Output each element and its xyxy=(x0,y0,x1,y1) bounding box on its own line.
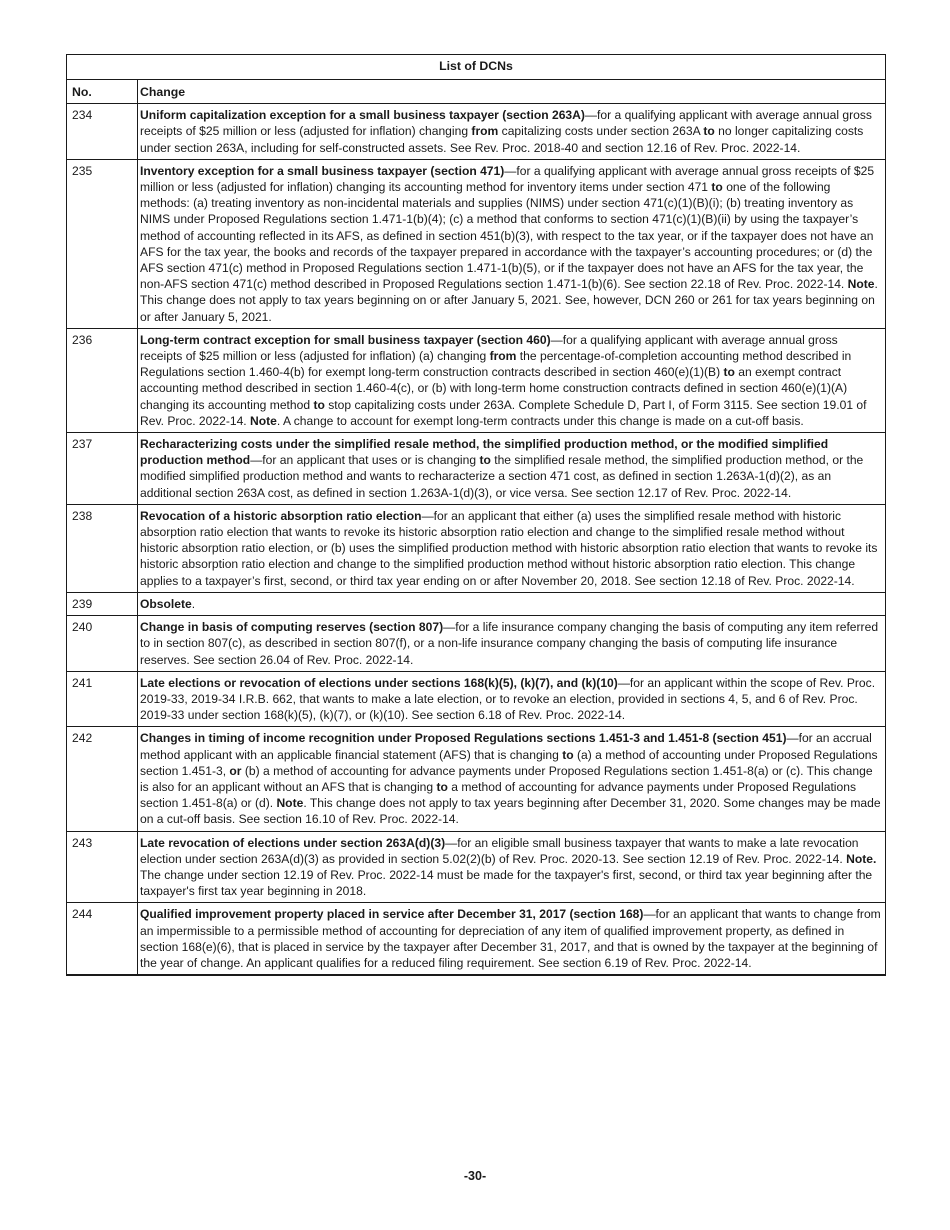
table-row xyxy=(67,831,886,903)
change-bold-text: from xyxy=(471,124,499,139)
change-text: a method of accounting for advance payments under Proposed Regulations section 1.451-8(a) or (d). xyxy=(140,779,856,811)
change-bold-text: to xyxy=(313,397,325,412)
change-text: the percentage-of-completion accounting method described in Regulations section 1.460-4(b) for exempt long-term construction contracts described in section 460(e)(1)(B) xyxy=(140,349,852,380)
table-header-row xyxy=(67,80,886,104)
change-text: —for a qualifying applicant with average annual gross receipts of $25 million or less (adjusted for inflation) changing its accounting method for inventory items under section 471 xyxy=(140,163,875,195)
dcn-change-description xyxy=(138,903,886,975)
table-row xyxy=(67,504,886,592)
table-row xyxy=(67,592,886,615)
dcn-number: 241 xyxy=(67,671,138,727)
change-bold-text: Late elections or revocation of elections under sections 168(k)(5), (k)(7), and (k)(10) xyxy=(140,675,618,690)
column-header-no: No. xyxy=(67,80,138,104)
change-bold-text: Long-term contract exception for small business taxpayer (section 460) xyxy=(140,332,551,347)
change-bold-text: Qualified improvement property placed in service after December 31, 2017 (section 168) xyxy=(140,907,644,922)
table-body xyxy=(67,104,886,975)
change-text: —for an applicant that either (a) uses the simplified resale method with historic absorption ratio election that wants to revoke its historic absorption ratio election and change to the simplified resale method without historic absorption ratio election, or (b) uses the simplified production method with historic absorption ratio election that wants to revoke its historic absorption ratio election and change to the simplified production method without historic absorption ratio election. This change applies to a taxpayer’s first, second, or third tax year ending on or after November 20, 2018. See section 12.18 of Rev. Proc. 2022-14. xyxy=(140,508,878,588)
change-text: . A change to account for exempt long-term contracts under this change is made on a cut-off basis. xyxy=(276,413,804,428)
dcn-change-description xyxy=(138,433,886,505)
dcn-number: 236 xyxy=(67,328,138,432)
change-text: (a) a method of accounting under Proposed Regulations section 1.451-3, xyxy=(140,747,878,778)
change-bold-text: from xyxy=(489,349,517,364)
change-bold-text: Changes in timing of income recognition under Proposed Regulations sections 1.451-3 and 1.451-8 (section 451) xyxy=(140,731,787,746)
change-text: —for an applicant that uses or is changing xyxy=(250,453,480,468)
change-bold-text: Note xyxy=(250,413,277,428)
change-bold-text: or xyxy=(229,763,242,778)
dcn-document xyxy=(66,54,885,976)
change-bold-text: to xyxy=(436,779,448,794)
change-bold-text: Obsolete xyxy=(140,596,192,611)
change-text: no longer capitalizing costs under section 263A, including for self-constructed assets. See Rev. Proc. 2018-40 and section 12.16 of Rev. Proc. 2022-14. xyxy=(140,124,864,155)
dcn-change-description xyxy=(138,671,886,727)
dcn-number: 238 xyxy=(67,504,138,592)
dcn-number: 239 xyxy=(67,592,138,615)
change-text: —for a qualifying applicant with average annual gross receipts of $25 million or less (adjusted for inflation) changing xyxy=(140,108,872,139)
change-bold-text: Uniform capitalization exception for a small business taxpayer (section 263A) xyxy=(140,108,585,123)
column-header-change: Change xyxy=(138,80,886,104)
change-text: capitalizing costs under section 263A xyxy=(498,124,704,139)
dcn-change-description xyxy=(138,159,886,328)
change-text: stop capitalizing costs under 263A. Complete Schedule D, Part I, of Form 3115. See section 19.01 of Rev. Proc. 2022-14. xyxy=(140,397,867,428)
table-row xyxy=(67,727,886,831)
change-bold-text: Late revocation of elections under section 263A(d)(3) xyxy=(140,835,446,850)
change-text: (b) a method of accounting for advance payments under Proposed Regulations section 1.451-8(a) or (c). This change is also for an applicant without an AFS that is changing xyxy=(140,763,873,794)
dcn-change-description xyxy=(138,504,886,592)
change-text: . This change does not apply to tax years beginning after December 31, 2020. Some changes may be made on a cut-off basis. See section 16.10 of Rev. Proc. 2022-14. xyxy=(140,796,881,827)
change-bold-text: to xyxy=(723,365,735,380)
change-bold-text: Note. xyxy=(846,851,877,866)
change-bold-text: to xyxy=(711,180,723,195)
table-title: List of DCNs xyxy=(67,55,886,80)
table-row xyxy=(67,159,886,328)
change-text: The change under section 12.19 of Rev. Proc. 2022-14 must be made for the taxpayer's first, second, or third tax year beginning after the taxpayer's first tax year beginning in 2018. xyxy=(140,867,873,899)
change-text: —for a life insurance company changing the basis of computing any item referred to in section 807(c), as described in section 807(f), or a non-life insurance company changing the basis of computing life insurance reserves. See section 26.04 of Rev. Proc. 2022-14. xyxy=(140,620,879,667)
change-bold-text: Change in basis of computing reserves (section 807) xyxy=(140,620,444,635)
change-bold-text: Recharacterizing costs under the simplified resale method, the simplified production method, or the modified simplified production method xyxy=(140,437,829,468)
change-text: —for an applicant that wants to change from an impermissible to a permissible method of accounting for depreciation of any item of qualified improvement property, as defined in section 168(e)(6), that is placed in service by the taxpayer after December 31, 2017, and that is owned by the taxpayer at the beginning of the year of change. An applicant qualifies for a reduced filing requirement. See section 6.19 of Rev. Proc. 2022-14. xyxy=(140,907,881,970)
change-text: —for an eligible small business taxpayer that wants to make a late revocation election under section 263A(d)(3) as provided in section 5.02(2)(b) of Rev. Proc. 2020-13. See section 12.19 of Rev. Proc. 2022-14. xyxy=(140,835,859,866)
change-bold-text: Inventory exception for a small business taxpayer (section 471) xyxy=(140,163,505,178)
page-number: -30- xyxy=(463,1169,487,1183)
table-row xyxy=(67,616,886,672)
dcn-change-description xyxy=(138,727,886,831)
dcn-number: 242 xyxy=(67,727,138,831)
dcn-change-description xyxy=(138,831,886,903)
change-text: one of the following methods: (a) treating inventory as non-incidental materials and supplies (NIMS) under section 471(c)(1)(B)(i); (b) treating inventory as NIMS under Proposed Regulations section 1.471-1(b)(4); (c) a method that conforms to section 471(c)(1)(B)(ii) by using the taxpayer’s method of accounting reflected in its AFS, as defined in section 451(b)(3), with respect to the tax year, or if the taxpayer does not have an AFS for the tax year, the books and records of the taxpayer prepared in accordance with the taxpayer’s accounting procedures; or (d) the AFS section 471(c) method in Proposed Regulations section 1.471-1(b)(5), or if the taxpayer does not have an AFS for the tax year, the non-AFS section 471(c) method described in Proposed Regulations section 1.471-1(b)(6). See section 22.18 of Rev. Proc. 2022-14. xyxy=(140,180,874,292)
change-text: —for an applicant within the scope of Rev. Proc. 2019-33, 2019-34 I.R.B. 662, that wants to make a late election, or to revoke an election, provided in sections 4, 5, and 6 of Rev. Proc. 2019-33 under section 168(k)(5), (k)(7), or (k)(10). See section 6.18 of Rev. Proc. 2022-14. xyxy=(140,675,876,723)
dcn-number: 234 xyxy=(67,104,138,160)
table-row xyxy=(67,433,886,505)
dcn-number: 235 xyxy=(67,159,138,328)
change-text: —for a qualifying applicant with average annual gross receipts of $25 million or less (adjusted for inflation) (a) changing xyxy=(140,332,838,364)
dcn-number: 244 xyxy=(67,903,138,975)
change-text: —for an accrual method applicant with an applicable financial statement (AFS) that is changing xyxy=(140,731,872,762)
change-bold-text: Revocation of a historic absorption ratio election xyxy=(140,508,422,523)
dcn-table xyxy=(66,54,886,976)
change-bold-text: Note xyxy=(276,796,304,811)
change-text: . This change does not apply to tax years beginning on or after January 5, 2021. See, however, DCN 260 or 261 for tax years beginning on or after January 5, 2021. xyxy=(140,277,878,324)
change-text: the simplified resale method, the simplified production method, or the modified simplified production method and wants to recharacterize a section 471 cost, as defined in section 1.263A-1(d)(2), as an additional section 263A cost, as defined in section 1.263A-1(d)(3), or vice versa. See section 12.17 of Rev. Proc. 2022-14. xyxy=(140,453,864,500)
dcn-number: 240 xyxy=(67,616,138,672)
dcn-change-description xyxy=(138,616,886,672)
table-row xyxy=(67,903,886,975)
change-bold-text: to xyxy=(703,124,715,139)
change-bold-text: to xyxy=(562,747,574,762)
table-row xyxy=(67,671,886,727)
dcn-number: 243 xyxy=(67,831,138,903)
table-title-row xyxy=(67,55,886,80)
dcn-number: 237 xyxy=(67,433,138,505)
change-text: an exempt contract accounting method described in section 1.460-4(c), or (b) with long-term home construction contracts defined in section 460(e)(1)(A) changing its accounting method xyxy=(140,365,848,412)
table-row xyxy=(67,328,886,432)
change-bold-text: Note xyxy=(847,277,875,292)
dcn-change-description xyxy=(138,592,886,615)
dcn-change-description xyxy=(138,104,886,160)
change-bold-text: to xyxy=(479,453,491,468)
table-row xyxy=(67,104,886,160)
dcn-change-description xyxy=(138,328,886,432)
change-text: . xyxy=(191,596,196,611)
